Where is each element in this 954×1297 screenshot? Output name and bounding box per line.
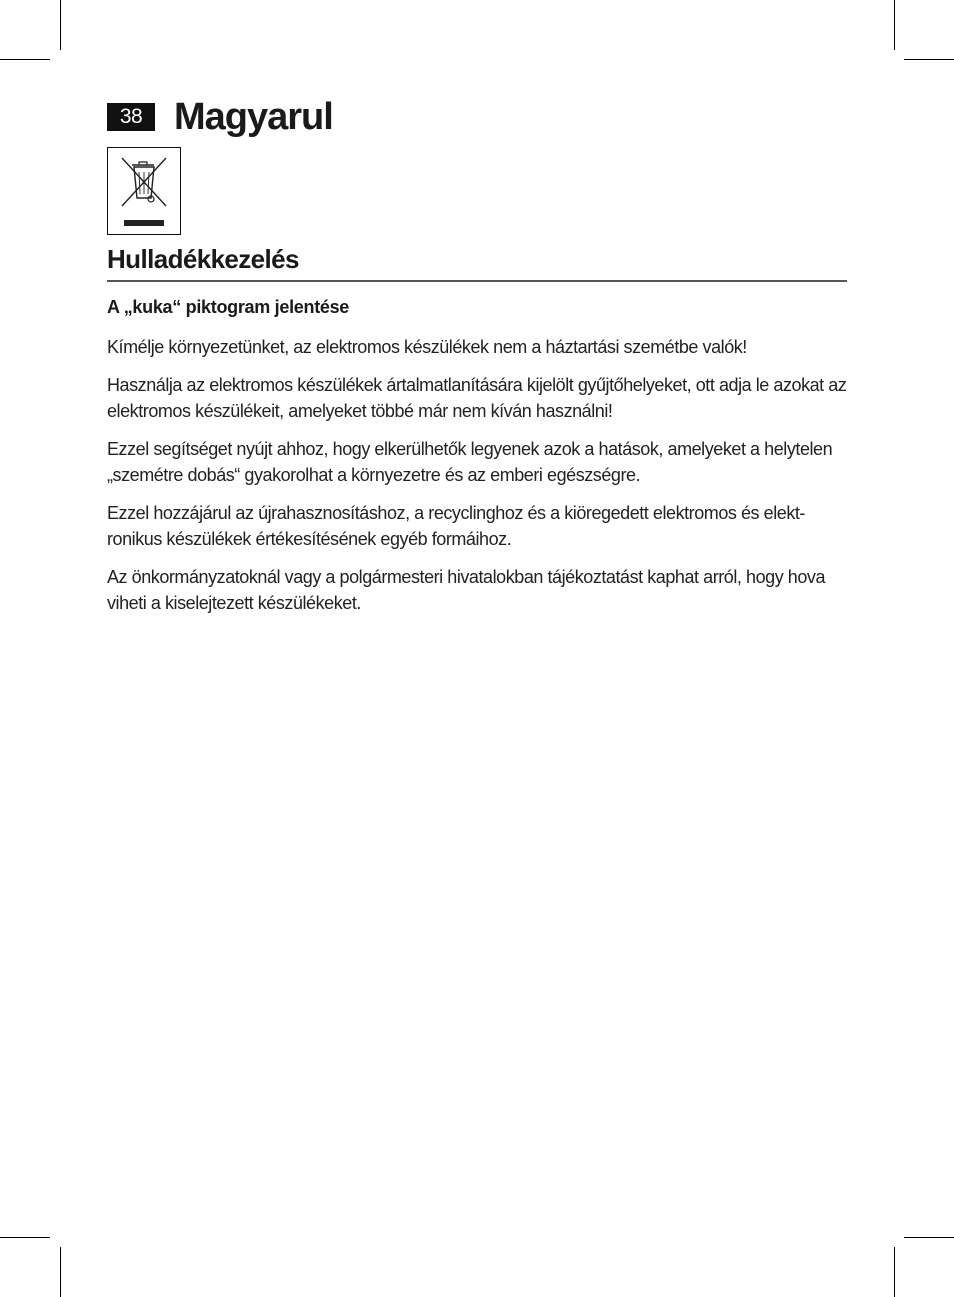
crop-mark [60,1247,61,1297]
crop-mark [904,1237,954,1238]
paragraph: Ezzel hozzájárul az újrahasznosításhoz, a recyclinghoz és a kiöregedett elektromos és elekt-ronikus készülékek értékesítésének egyéb formáihoz. [107,503,805,549]
crop-mark [904,59,954,60]
crop-mark [0,1237,50,1238]
sub-heading: A „kuka“ piktogram jelentése [107,297,350,317]
paragraph: Használja az elektromos készülékek ártalmatlanítására kijelölt gyűjtőhelyeket, ott adja le azokat az elektromos készülékeit, amelyeket többé már nem kíván használni! [107,375,847,421]
crossed-out-wheeled-bin-icon [107,147,181,235]
crop-mark [894,1247,895,1297]
section-heading: Hulladékkezelés [107,240,847,282]
crop-mark [0,59,50,60]
content [107,294,852,628]
paragraph: Kímélje környezetünket, az elektromos készülékek nem a háztartási szemétbe valók! [107,337,747,357]
paragraph: Az önkormányzatoknál vagy a polgármesteri hivatalokban tájékoztatást kaphat arról, hogy hova viheti a kiselejtezett készülékeket. [107,567,826,613]
paragraph: Ezzel segítséget nyújt ahhoz, hogy elkerülhetők legyenek azok a hatások, amelyeket a helytelen „szemétre dobás“ gyakorolhat a környezetre és az emberi egészségre. [107,439,833,485]
page-title: Magyarul [174,96,333,138]
crop-mark [60,0,61,50]
page-number: 38 [107,103,155,131]
crop-mark [894,0,895,50]
